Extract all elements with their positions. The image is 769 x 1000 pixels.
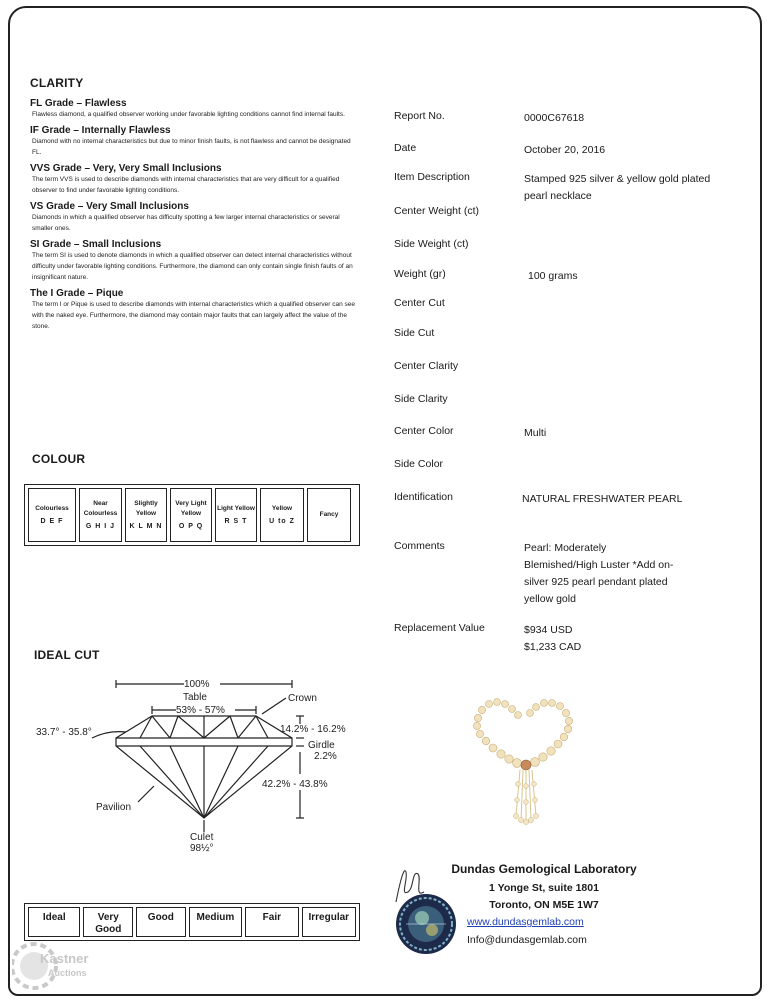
grade-desc: The term I or Pique is used to describe diamonds with internal characteristics which a qualified observer can see with the naked eye. Furthermore, the diamond may contain major faults that can largely affect the value of the stone. <box>32 301 355 330</box>
report-label: Item Description <box>394 171 470 183</box>
colour-cell <box>79 488 122 542</box>
clarity-title: CLARITY <box>30 76 84 90</box>
colour-grades: D E F <box>40 517 64 525</box>
cut-grade-cell: Good <box>136 907 186 937</box>
report-value: 0000C67618 <box>524 112 585 124</box>
colour-grades: U to Z <box>269 517 295 525</box>
cut-grade-cell: Fair <box>245 907 298 937</box>
grade-desc: Flawless diamond, a qualified observer working under favorable lighting conditions cannot find internal faults. <box>32 111 345 118</box>
report-label: Center Weight (ct) <box>394 205 479 217</box>
colour-cell <box>28 488 76 542</box>
table-range-label: 53% - 57% <box>176 705 225 716</box>
grade-desc: Diamond with no internal characteristics but due to minor finish faults, is not flawless and cannot be designated FL. <box>32 138 351 156</box>
crown-label: Crown <box>288 693 317 704</box>
lab-website-link[interactable]: www.dundasgemlab.com <box>467 916 584 928</box>
report-label: Identification <box>394 491 453 503</box>
grade-title: VS Grade – Very Small Inclusions <box>30 201 189 212</box>
colour-name: Colourless <box>35 504 69 512</box>
pearl-necklace-photo <box>460 688 590 838</box>
colour-name: Fancy <box>319 511 339 518</box>
colour-cell <box>215 488 257 542</box>
colour-title: COLOUR <box>32 452 86 466</box>
lab-contact <box>467 916 587 946</box>
grade-desc: The term VVS is used to describe diamonds with internal characteristics that are very difficult for a qualified observer to find under favorable lighting conditions. <box>32 176 340 194</box>
report-value: NATURAL FRESHWATER PEARL <box>522 493 683 505</box>
auction-watermark-logo <box>12 930 92 992</box>
replacement-usd: $934 USD <box>524 624 573 636</box>
crown-angle-label: 33.7° - 35.8° <box>36 727 92 738</box>
report-label: Weight (gr) <box>394 268 446 280</box>
report-value: 100 grams <box>528 270 578 282</box>
report-value: Stamped 925 silver & yellow gold plated pearl necklace <box>524 173 711 202</box>
width-label: 100% <box>184 679 210 690</box>
report-label: Side Clarity <box>394 393 448 405</box>
colour-name: Yellow <box>271 504 293 512</box>
cut-grade-cell: Ideal <box>28 907 80 937</box>
pavilion-depth-label: 42.2% - 43.8% <box>262 779 328 790</box>
pavilion-label: Pavilion <box>96 802 132 813</box>
lab-name: Dundas Gemological Laboratory <box>451 862 637 876</box>
report-label: Center Color <box>394 425 454 437</box>
grade-title: SI Grade – Small Inclusions <box>30 239 162 250</box>
cut-grade-cell: Very Good <box>83 907 133 937</box>
colour-scale-table <box>24 484 360 546</box>
lab-header <box>434 862 654 911</box>
colour-grades: R S T <box>224 517 248 525</box>
lab-address2: Toronto, ON M5E 1W7 <box>489 899 599 911</box>
colour-cell <box>125 488 167 542</box>
lab-email[interactable]: Info@dundasgemlab.com <box>467 934 587 946</box>
colour-name: Slightly Yellow <box>134 499 158 517</box>
report-label: Center Clarity <box>394 360 459 372</box>
diamond-proportions-diagram <box>30 668 360 858</box>
report-label: Replacement Value <box>394 622 485 634</box>
grade-title: IF Grade – Internally Flawless <box>30 125 171 136</box>
clarity-section <box>30 76 360 332</box>
report-label: Side Color <box>394 458 444 470</box>
watermark-text1: Kastner <box>40 951 89 966</box>
crown-height-label: 14.2% - 16.2% <box>280 724 346 735</box>
colour-cell <box>307 488 351 542</box>
colour-grades: O P Q <box>178 522 204 530</box>
girdle-value: 2.2% <box>314 751 337 762</box>
watermark-text2: Auctions <box>48 968 87 978</box>
grade-title: FL Grade – Flawless <box>30 98 127 109</box>
replacement-cad: $1,233 CAD <box>524 641 582 653</box>
culet-label: Culet <box>190 832 214 843</box>
cut-grade-cell: Medium <box>189 907 242 937</box>
colour-cell <box>170 488 212 542</box>
girdle-label: Girdle <box>308 740 335 751</box>
table-label: Table <box>183 692 207 703</box>
report-value: October 20, 2016 <box>524 144 606 156</box>
grade-title: VVS Grade – Very, Very Small Inclusions <box>30 163 222 174</box>
report-label: Comments <box>394 540 445 552</box>
report-label: Center Cut <box>394 297 445 309</box>
report-value: Pearl: Moderately Blemished/High Luster *Add on- silver 925 pearl pendant plated yellow gold <box>524 542 674 605</box>
report-label: Date <box>394 142 417 154</box>
lab-address1: 1 Yonge St, suite 1801 <box>489 882 599 894</box>
grade-desc: Diamonds in which a qualified observer has difficulty spotting a few larger internal characteristics or several smaller ones. <box>32 214 340 232</box>
report-label: Side Cut <box>394 327 435 339</box>
colour-grades: K L M N <box>129 522 163 530</box>
colour-name: Very Light Yellow <box>175 499 207 517</box>
report-label: Report No. <box>394 110 445 122</box>
culet-value: 98½° <box>190 843 214 854</box>
report-value: Multi <box>524 427 547 439</box>
colour-name: Near Colourless <box>83 499 118 517</box>
cut-grade-cell: Irregular <box>302 907 356 937</box>
grade-desc: The term SI is used to denote diamonds in which a qualified observer can detect internal characteristics without difficulty under favorable lighting conditions. Furthermore, the diamond can only contain single finish faults of an insignificant nature. <box>32 252 353 281</box>
grade-title: The I Grade – Pique <box>30 288 124 299</box>
ideal-cut-title: IDEAL CUT <box>34 648 100 662</box>
colour-grades: G H I J <box>85 522 116 530</box>
report-value <box>524 622 734 656</box>
colour-name: Light Yellow <box>217 504 255 512</box>
colour-cell <box>260 488 304 542</box>
report-label: Side Weight (ct) <box>394 238 469 250</box>
